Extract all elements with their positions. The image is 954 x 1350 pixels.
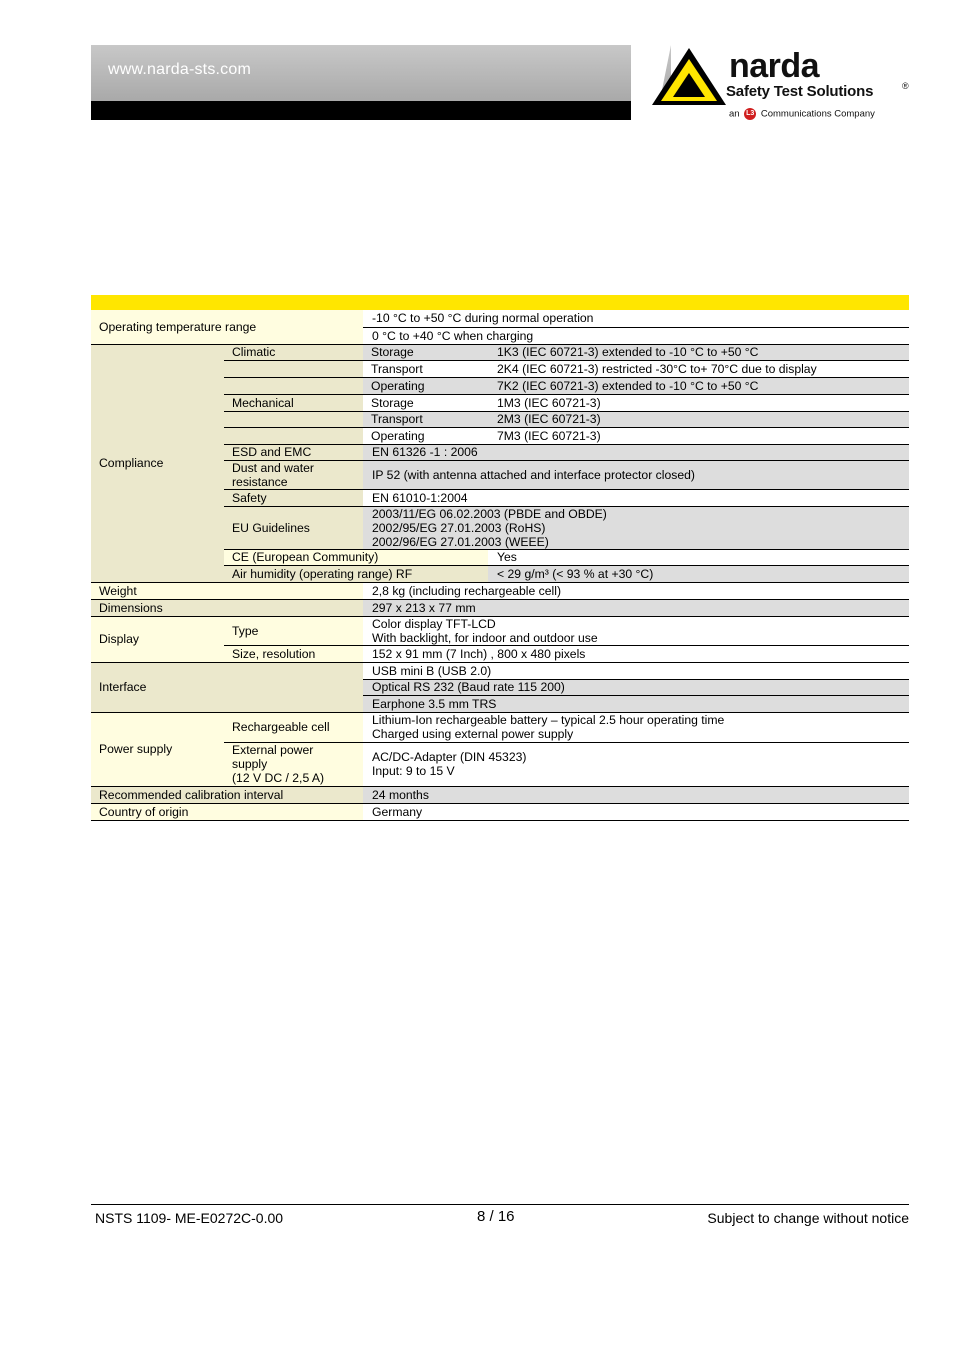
spec-value: Earphone 3.5 mm TRS xyxy=(363,695,909,712)
spec-label-power: Power supply xyxy=(91,712,224,786)
spec-sublabel: Size, resolution xyxy=(224,645,363,662)
cell-value-line: Lithium-Ion rechargeable battery – typical 2.5 hour operating time xyxy=(372,713,725,727)
spec-sublabel-empty xyxy=(224,377,363,394)
spec-subkey: Storage xyxy=(363,394,488,411)
spec-label-calibration: Recommended calibration interval xyxy=(91,786,363,803)
eu-guideline: 2003/11/EG 06.02.2003 (PBDE and OBDE) xyxy=(372,506,607,521)
spec-sublabel: EU Guidelines xyxy=(224,506,363,549)
ext-power-label-line: supply xyxy=(232,757,268,771)
section-title-bar xyxy=(91,295,909,310)
website-url[interactable]: www.narda-sts.com xyxy=(108,61,251,78)
company-prefix: an xyxy=(729,108,740,120)
spec-sublabel: Climatic xyxy=(224,344,363,360)
spec-label-operating-temp: Operating temperature range xyxy=(91,310,363,344)
header-black-stripe xyxy=(91,101,636,120)
specifications-table xyxy=(91,310,909,821)
warning-triangle-icon xyxy=(631,45,731,120)
ext-power-value-line: AC/DC-Adapter (DIN 45323) xyxy=(372,750,527,764)
spec-value xyxy=(363,616,909,645)
spec-value xyxy=(363,742,909,786)
logo-wordmark: narda xyxy=(729,47,820,85)
cell-value-line: Charged using external power supply xyxy=(372,727,574,741)
display-type-line: Color display TFT-LCD xyxy=(372,616,496,631)
spec-value: 152 x 91 mm (7 Inch) , 800 x 480 pixels xyxy=(363,645,909,662)
registered-mark: ® xyxy=(902,81,909,91)
spec-value: EN 61326 -1 : 2006 xyxy=(363,444,909,460)
spec-sublabel: Mechanical xyxy=(224,394,363,411)
spec-label-ce: CE (European Community) xyxy=(224,549,488,565)
spec-value: EN 61010-1:2004 xyxy=(363,489,909,506)
spec-subkey: Operating xyxy=(363,427,488,444)
spec-sublabel-empty xyxy=(224,411,363,427)
spec-value: < 29 g/m³ (< 93 % at +30 °C) xyxy=(488,565,909,582)
spec-value: Yes xyxy=(488,549,909,565)
document-id: NSTS 1109- ME-E0272C-0.00 xyxy=(95,1210,284,1226)
footer-divider xyxy=(91,1204,909,1205)
spec-value xyxy=(363,506,909,549)
spec-value: Germany xyxy=(363,803,909,820)
spec-value: USB mini B (USB 2.0) xyxy=(363,662,909,679)
table-row xyxy=(91,662,909,679)
spec-sublabel: Safety xyxy=(224,489,363,506)
ext-power-label-line: External power xyxy=(232,743,314,757)
table-row xyxy=(91,803,909,820)
eu-guideline: 2002/95/EG 27.01.2003 (RoHS) xyxy=(372,520,546,535)
spec-value: IP 52 (with antenna attached and interface protector closed) xyxy=(363,460,909,489)
spec-subkey: Operating xyxy=(363,377,488,394)
spec-value: 24 months xyxy=(363,786,909,803)
table-row xyxy=(91,582,909,599)
spec-label-humidity: Air humidity (operating range) RF xyxy=(224,565,488,582)
spec-sublabel-empty xyxy=(224,427,363,444)
spec-sublabel: Type xyxy=(224,616,363,645)
eu-guideline: 2002/96/EG 27.01.2003 (WEEE) xyxy=(372,534,549,549)
spec-value: Optical RS 232 (Baud rate 115 200) xyxy=(363,679,909,695)
narda-logo xyxy=(631,45,909,120)
spec-value: 2K4 (IEC 60721-3) restricted -30°C to+ 70°C due to display xyxy=(488,360,909,377)
spec-sublabel xyxy=(224,460,363,489)
table-row xyxy=(91,599,909,616)
company-suffix: Communications Company xyxy=(760,108,875,120)
spec-sublabel: ESD and EMC xyxy=(224,444,363,460)
spec-label-display: Display xyxy=(91,616,224,662)
spec-value: 1K3 (IEC 60721-3) extended to -10 °C to +50 °C xyxy=(488,344,909,360)
logo-subtitle: Safety Test Solutions xyxy=(726,83,874,100)
page-header xyxy=(91,45,909,120)
change-notice: Subject to change without notice xyxy=(707,1210,909,1226)
ext-power-label-line: (12 V DC / 2,5 A) xyxy=(232,771,325,785)
table-row xyxy=(91,310,909,327)
table-row xyxy=(91,344,909,360)
spec-value: 1M3 (IEC 60721-3) xyxy=(488,394,909,411)
spec-value: 2,8 kg (including rechargeable cell) xyxy=(363,582,909,599)
spec-label-dimensions: Dimensions xyxy=(91,599,363,616)
spec-label-origin: Country of origin xyxy=(91,803,363,820)
spec-subkey: Storage xyxy=(363,344,488,360)
spec-value xyxy=(363,712,909,742)
spec-value: 7K2 (IEC 60721-3) extended to -10 °C to +50 °C xyxy=(488,377,909,394)
spec-label-weight: Weight xyxy=(91,582,363,599)
spec-label-compliance: Compliance xyxy=(91,344,224,582)
spec-label-interface: Interface xyxy=(91,662,363,712)
spec-subkey: Transport xyxy=(363,411,488,427)
spec-value: 0 °C to +40 °C when charging xyxy=(363,327,909,344)
table-row xyxy=(91,712,909,742)
ext-power-value-line: Input: 9 to 15 V xyxy=(372,764,455,778)
spec-value: -10 °C to +50 °C during normal operation xyxy=(363,310,909,327)
logo-company-line xyxy=(729,108,875,120)
dust-label-line: Dust and water xyxy=(232,460,314,475)
spec-value: 7M3 (IEC 60721-3) xyxy=(488,427,909,444)
l3-logo-icon: L3 xyxy=(744,108,756,120)
table-row xyxy=(91,786,909,803)
spec-sublabel xyxy=(224,742,363,786)
page-number: 8 / 16 xyxy=(477,1208,515,1225)
spec-subkey: Transport xyxy=(363,360,488,377)
spec-sublabel: Rechargeable cell xyxy=(224,712,363,742)
spec-value: 2M3 (IEC 60721-3) xyxy=(488,411,909,427)
spec-sublabel-empty xyxy=(224,360,363,377)
table-row xyxy=(91,616,909,645)
display-type-line: With backlight, for indoor and outdoor use xyxy=(372,630,598,645)
spec-value: 297 x 213 x 77 mm xyxy=(363,599,909,616)
dust-label-line: resistance xyxy=(232,474,288,489)
